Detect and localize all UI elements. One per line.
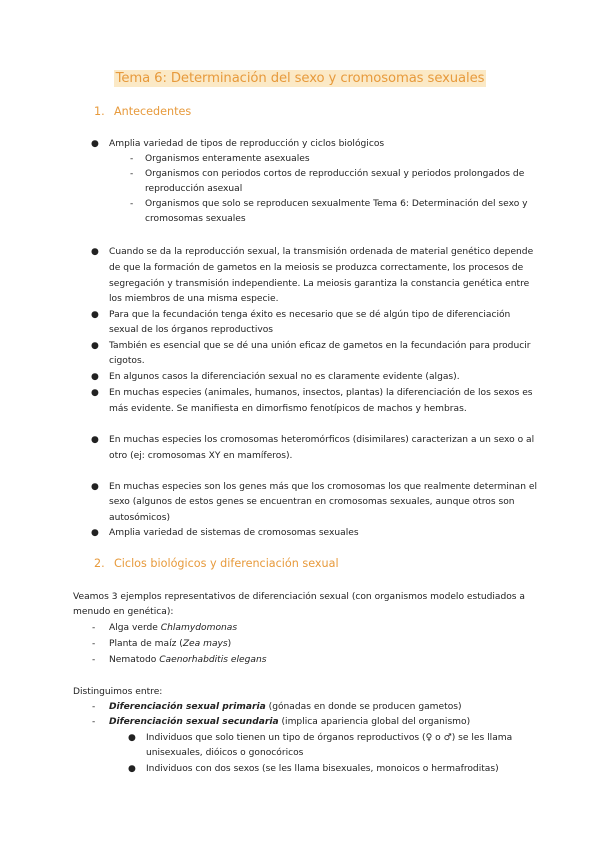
paragraph-line: autosómicos) [109,513,171,523]
dash: - [130,199,134,209]
example-item: Nematodo Caenorhabditis elegans [109,655,267,665]
bullet: ● [91,435,99,445]
sub-item-line: Organismos con periodos cortos de reproducción sexual y periodos prolongados de [145,169,525,179]
paragraph-line: Veamos 3 ejemplos representativos de diferenciación sexual (con organismos modelo estudiados a [73,592,525,602]
definition-item: Diferenciación sexual secundaria (implica apariencia global del organismo) [109,717,471,727]
bullet: ● [91,247,99,257]
paragraph-line: Individuos con dos sexos (se les llama bisexuales, monoicos o hermafroditas) [146,764,499,774]
paragraph-line: En muchas especies los cromosomas heteromórficos (disimilares) caracterizan a un sexo o al [109,435,535,445]
paragraph-line: otro (ej: cromosomas XY en mamíferos). [109,451,293,461]
bullet: ● [91,372,99,382]
bullet: ● [91,388,99,398]
paragraph-line: segregación y transmisión independiente. La meiosis garantiza la constancia genética entre [109,279,530,289]
paragraph-line: los miembros de una misma especie. [109,294,279,304]
paragraph-line: de que la formación de gametos en la meiosis se produzca correctamente, los procesos de [109,263,524,273]
paragraph-line: Cuando se da la reproducción sexual, la transmisión ordenada de material genético depende [109,247,534,257]
section-1-heading: 1. Antecedentes [94,105,192,118]
sub-item-line: cromosomas sexuales [145,214,246,224]
bullet: ● [91,482,99,492]
dash: - [130,154,134,164]
definition-item: Diferenciación sexual primaria (gónadas en donde se producen gametos) [109,702,462,712]
paragraph-line: menudo en genética): [73,607,174,617]
example-item: Planta de maíz (Zea mays) [109,639,232,649]
paragraph-line: En muchas especies son los genes más que los cromosomas los que realmente determinan el [109,482,537,492]
paragraph-line: sexual de los órganos reproductivos [109,325,274,335]
paragraph-line: En muchas especies (animales, humanos, insectos, plantas) la diferenciación de los sexos es [109,388,533,398]
paragraph-line: Distinguimos entre: [73,687,163,697]
dash: - [92,623,96,633]
bullet: ● [91,310,99,320]
paragraph-line: más evidente. Se manifiesta en dimorfismo fenotípicos de machos y hembras. [109,404,467,414]
bullet: ● [128,764,136,774]
bullet: ● [91,341,99,351]
sub-item-line: reproducción asexual [145,184,243,194]
paragraph-line: Amplia variedad de tipos de reproducción y ciclos biológicos [109,139,385,149]
paragraph-line: unisexuales, dióicos o gonocóricos [146,748,304,758]
bullet: ● [128,733,136,743]
dash: - [92,717,96,727]
paragraph-line: Para que la fecundación tenga éxito es necesario que se dé algún tipo de diferenciación [109,310,511,320]
paragraph-line: sexo (algunos de estos genes se encuentran en cromosomas sexuales, aunque otros son [109,497,515,507]
paragraph-line: También es esencial que se dé una unión eficaz de gametos en la fecundación para producir [109,341,531,351]
sub-item-line: Organismos enteramente asexuales [145,154,310,164]
paragraph-line: Individuos que solo tienen un tipo de órganos reproductivos (♀ o ♂) se les llama [146,733,513,743]
paragraph-line: Amplia variedad de sistemas de cromosomas sexuales [109,528,359,538]
dash: - [92,639,96,649]
sub-item-line: Organismos que solo se reproducen sexualmente Tema 6: Determinación del sexo y [145,199,528,209]
dash: - [92,702,96,712]
dash: - [92,655,96,665]
paragraph-line: cigotos. [109,356,145,366]
dash: - [130,169,134,179]
section-2-heading: 2. Ciclos biológicos y diferenciación sexual [94,557,339,570]
page-title: Tema 6: Determinación del sexo y cromosomas sexuales [115,71,485,86]
paragraph-line: En algunos casos la diferenciación sexual no es claramente evidente (algas). [109,372,460,382]
bullet: ● [91,139,99,149]
bullet: ● [91,528,99,538]
example-item: Alga verde Chlamydomonas [109,623,238,633]
